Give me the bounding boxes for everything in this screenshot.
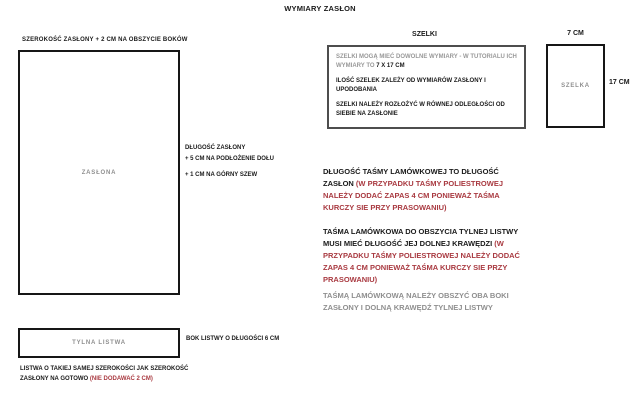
back-strip-bottom-note (20, 364, 192, 384)
tape-note-3: TAŚMĄ LAMÓWKOWĄ NALEŻY OBSZYĆ OBA BOKI ZASŁONY I DOLNĄ KRAWĘDŹ TYLNEJ LISTWY (323, 291, 509, 312)
strap-label: SZELKA (561, 83, 590, 89)
curtain-shape (18, 50, 180, 295)
straps-heading: SZELKI (412, 31, 437, 38)
tape-note-2-black: TAŚMA LAMÓWKOWA DO OBSZYCIA TYLNEJ LISTWY MUSI MIEĆ DŁUGOŚĆ JEJ DOLNEJ KRAWĘDZI (323, 227, 519, 248)
straps-info-line-2: ILOŚĆ SZELEK ZALEŻY OD WYMIARÓW ZASŁONY I UPODOBANIA (336, 78, 486, 93)
tape-note-1 (323, 166, 527, 214)
back-strip-side-note: BOK LISTWY O DŁUGOŚCI 6 CM (186, 336, 280, 342)
tape-note-2 (323, 226, 527, 286)
tape-note-2-red: (W PRZYPADKU TAŚMY POLIESTROWEJ NALEŻY DODAĆ ZAPAS 4 CM PONIEWAŻ TAŚMA KURCZY SIE PRZY PRASOWANIU) (323, 239, 520, 284)
curtain-width-note: SZEROKOŚĆ ZASŁONY + 2 CM NA OBSZYCIE BOKÓW (22, 37, 188, 43)
strap-width-label: 7 CM (567, 30, 584, 37)
straps-info-line-1-gray: SZELKI MOGĄ MIEĆ DOWOLNE WYMIARY - W TUTORIALU ICH WYMIARY TO (336, 54, 517, 69)
straps-info-box (327, 45, 526, 129)
straps-info-line-3: SZELKI NALEŻY ROZŁOŻYĆ W RÓWNEJ ODLEGŁOŚCI OD SIEBIE NA ZASŁONIE (336, 102, 505, 117)
curtain-length-note-line: + 1 CM NA GÓRNY SZEW (185, 172, 258, 178)
curtain-label: ZASŁONA (81, 169, 117, 176)
back-strip-shape (18, 328, 180, 358)
page-title: WYMIARY ZASŁON (284, 4, 356, 13)
tape-note-1-red: (W PRZYPADKU TAŚMY POLIESTROWEJ NALEŻY DODAĆ ZAPAS 4 CM PONIEWAŻ TAŚMA KURCZY SIE PRZY PRASOWANIU) (323, 179, 504, 212)
curtain-length-note-line: + 5 CM NA PODŁOŻENIE DOŁU (185, 156, 274, 162)
back-strip-bottom-note-black: LISTWA O TAKIEJ SAMEJ SZEROKOŚCI JAK SZEROKOŚĆ ZASŁONY NA GOTOWO (20, 366, 189, 382)
back-strip-bottom-note-red: (NIE DODAWAĆ 2 CM) (89, 376, 153, 382)
tape-note-1-black: DŁUGOŚĆ TAŚMY LAMÓWKOWEJ TO DŁUGOŚĆ ZASŁON (323, 167, 499, 188)
strap-shape (546, 44, 605, 128)
straps-info-line-1 (336, 53, 517, 70)
back-strip-label: TYLNA LISTWA (72, 340, 126, 346)
curtain-length-note-line: DŁUGOŚĆ ZASŁONY (185, 145, 246, 151)
straps-info-line-1-bold: 7 X 17 CM (376, 62, 405, 69)
strap-height-label: 17 CM (609, 79, 630, 86)
curtain-length-notes (185, 143, 315, 181)
